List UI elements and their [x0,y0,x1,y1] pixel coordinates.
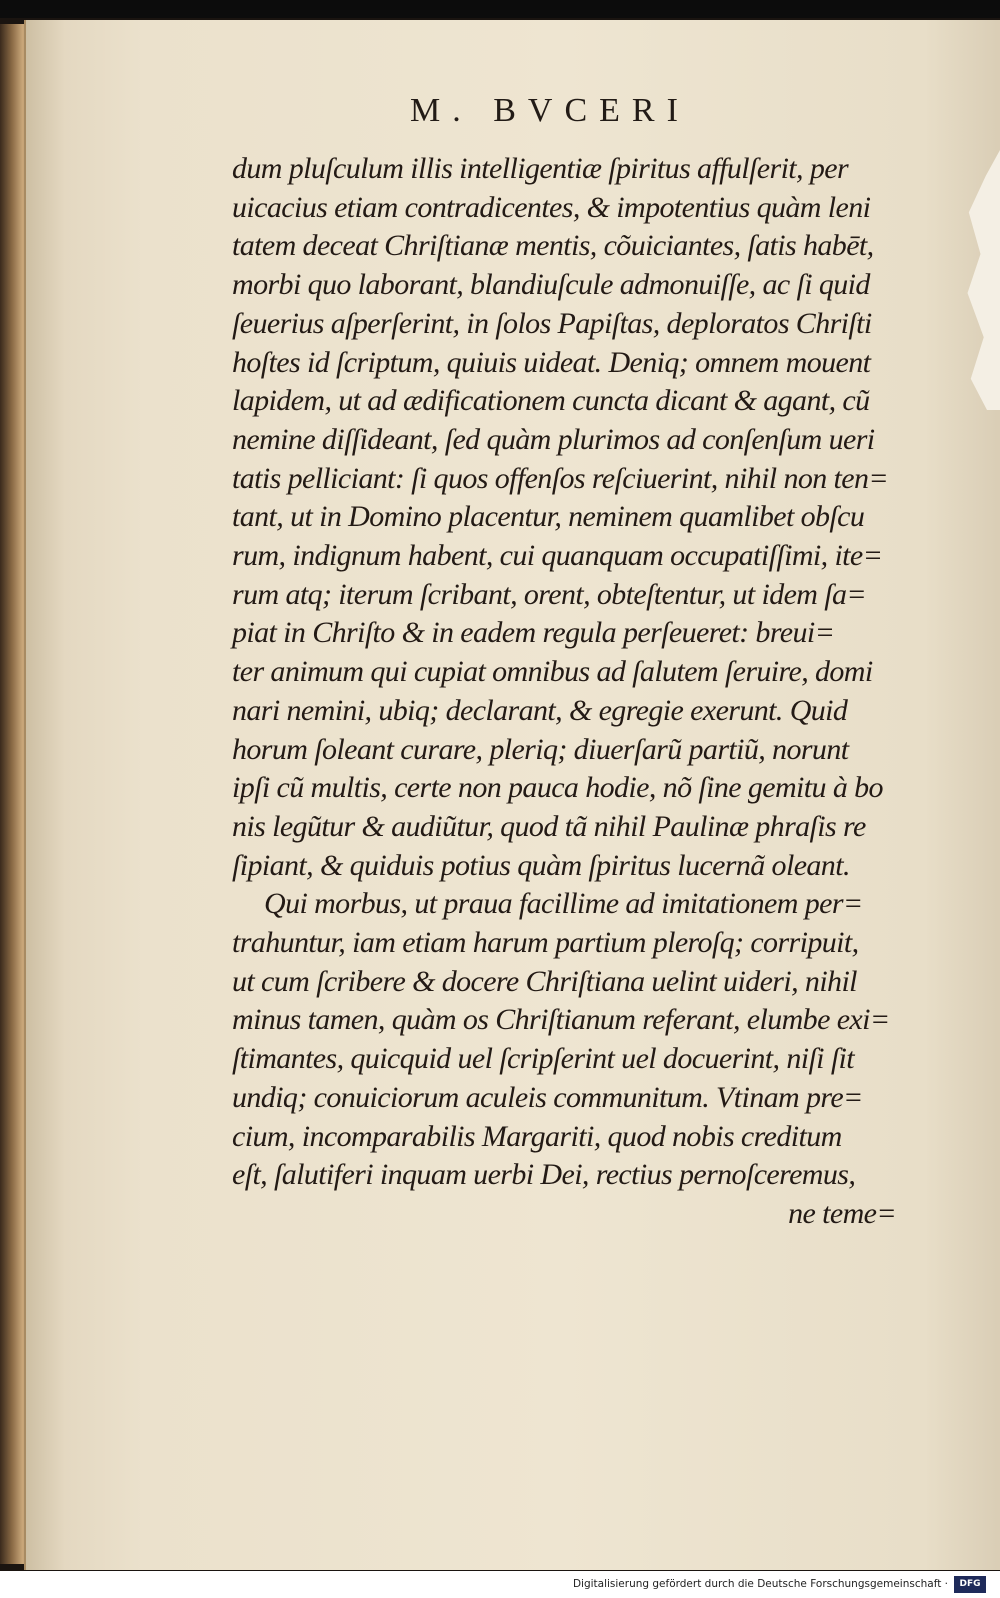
text-line: ipſi cũ multis, certe non pauca hodie, nõ ſine gemitu à bo [232,771,883,805]
text-line: ſeuerius aſperſerint, in ſolos Papiſtas, deploratos Chriſti [232,306,872,340]
text-line: morbi quo laborant, blandiuſcule admonuiſſe, ac ſi quid [232,268,870,302]
funding-credit: Digitalisierung gefördert durch die Deutsche Forschungsgemeinschaft · [572,1578,948,1590]
text-line: eſt, ſalutiferi inquam uerbi Dei, rectius pernoſceremus, [232,1158,856,1192]
text-line: tant, ut in Domino placentur, neminem quamlibet obſcu [232,500,865,534]
text-line: nis legũtur & audiũtur, quod tã nihil Paulinæ phraſis re [232,809,866,843]
text-line: hoſtes id ſcriptum, quiuis uideat. Deniq; omnem mouent [232,345,871,379]
text-line: tatem deceat Chriſtianæ mentis, cõuiciantes, ſatis habēt, [232,229,874,263]
text-line: nari nemini, ubiq; declarant, & egregie exerunt. Quid [232,693,848,727]
running-head: M. BVCERI [410,92,690,129]
text-line: tatis pelliciant: ſi quos offenſos reſciuerint, nihil non ten= [232,461,889,495]
text-line: dum pluſculum illis intelligentiæ ſpiritus affulſerit, per [232,152,849,185]
text-line: piat in Chriſto & in eadem regula perſeueret: breui= [232,616,835,650]
text-line: lapidem, ut ad ædificationem cuncta dicant & agant, cũ [232,384,870,418]
text-line: rum, indignum habent, cui quanquam occupatiſſimi, ite= [232,539,883,573]
digitization-footer [0,1574,1000,1598]
text-line: minus tamen, quàm os Chriſtianum referant, elumbe exi= [232,1003,890,1037]
dfg-logo-icon: DFG [954,1576,986,1593]
catchword: ne teme= [788,1196,896,1230]
text-line: rum atq; iterum ſcribant, orent, obteſtentur, ut idem ſa= [232,577,867,611]
paragraph-start-line: Qui morbus, ut praua facillime ad imitationem per= [264,887,863,921]
torn-page-corner [961,150,1000,410]
text-line: undiq; conuiciorum aculeis communitum. Vtinam pre= [232,1080,863,1114]
text-line: cium, incomparabilis Margariti, quod nobis creditum [232,1119,842,1153]
text-line: uicacius etiam contradicentes, & impotentius quàm leni [232,190,871,224]
text-line: ſipiant, & quiduis potius quàm ſpiritus lucernã oleant. [232,848,850,882]
body-text [232,150,922,1234]
text-line: ſtimantes, quicquid uel ſcripſerint uel docuerint, niſi ſit [232,1042,855,1076]
text-line: ut cum ſcribere & docere Chriſtiana uelint uideri, nihil [232,964,857,998]
text-line: horum ſoleant curare, pleriq; diuerſarũ partiũ, norunt [232,732,849,766]
text-line: trahuntur, iam etiam harum partium pleroſq; corripuit, [232,926,859,960]
text-line: ter animum qui cupiat omnibus ad ſalutem ſeruire, domi [232,655,873,689]
text-line: nemine diſſideant, ſed quàm plurimos ad conſenſum ueri [232,422,875,456]
